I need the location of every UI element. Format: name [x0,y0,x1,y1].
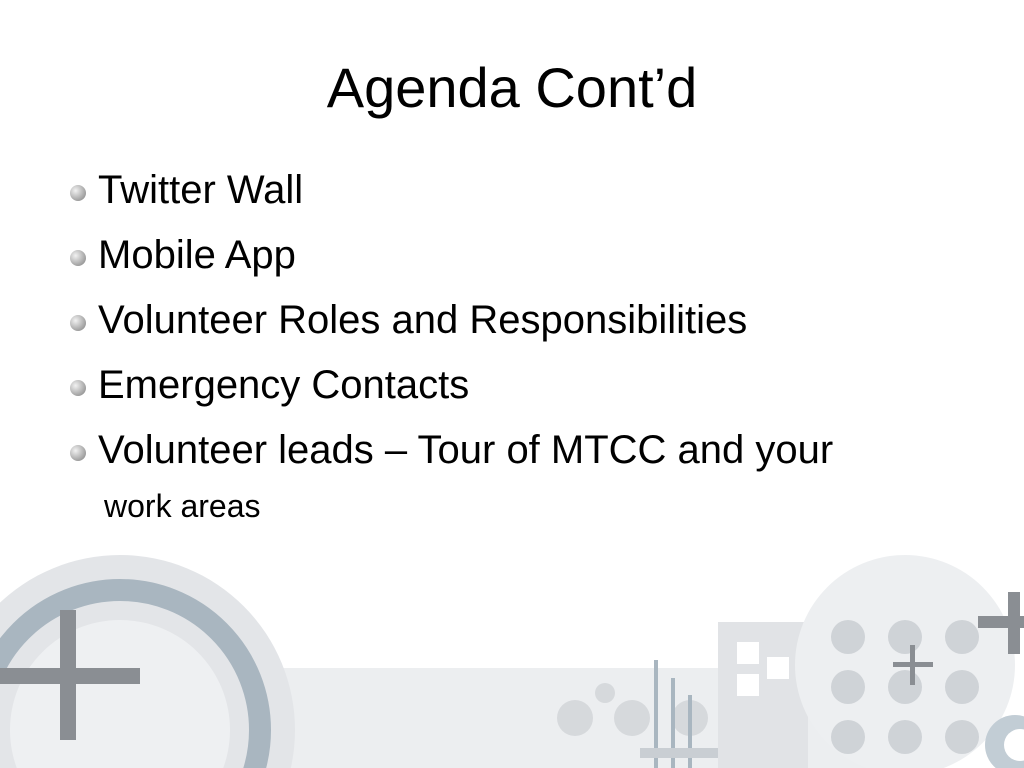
bullet-sphere-icon [70,445,86,461]
bullet-sphere-icon [70,315,86,331]
slide-title: Agenda Cont’d [326,56,698,119]
bullet-item [70,158,970,223]
window [737,642,759,664]
bullet-text: Emergency Contacts [98,363,470,407]
bullet-sphere-icon [70,185,86,201]
window [767,657,789,679]
bullet-sphere-icon [70,250,86,266]
bullet-text: Twitter Wall [98,168,304,212]
bullet-text: Volunteer Roles and Responsibilities [98,298,748,342]
bullet-list [70,158,970,483]
dot [614,700,650,736]
bullet-item [70,418,970,483]
bullet-sphere-icon [70,380,86,396]
bullet-text: Volunteer leads – Tour of MTCC and your [98,428,834,472]
window [737,674,759,696]
bullet-item [70,353,970,418]
bullet-item [70,288,970,353]
building [718,622,808,768]
dot [595,683,615,703]
bullet-continuation-text: work areas [104,488,261,524]
bullet-text: Mobile App [98,233,296,277]
dot [557,700,593,736]
bullet-item [70,223,970,288]
